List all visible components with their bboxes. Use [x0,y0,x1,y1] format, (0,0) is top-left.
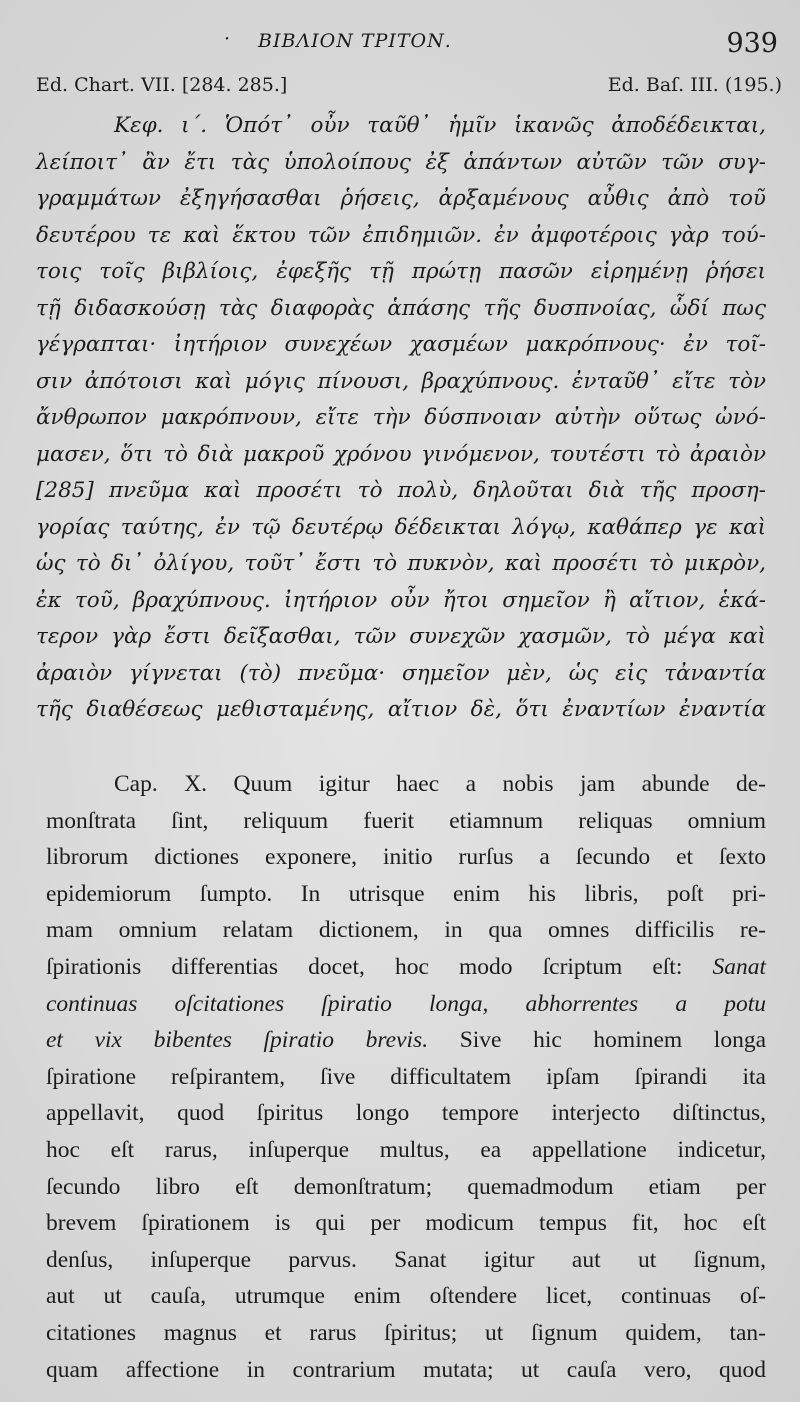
latin-line: citationes magnus et rarus ſpiritus; ut ſignum quidem, tan- [46,1319,766,1346]
latin-line: ſpiratione reſpirantem, ſive difficultatem ipſam ſpirandi ita [46,1063,766,1090]
latin-italic-quote: Sanat [712,953,766,980]
greek-line: ἄνθρωπον μακρόπνουν, εἴτε τὴν δύσπνοιαν αὐτὴν οὕτως ὠνό- [36,405,766,430]
greek-line: γορίας ταύτης, ἐν τῷ δευτέρῳ δέδεικται λόγῳ, καθάπερ γε καὶ [36,514,766,540]
latin-line: monſtrata ſint, reliquum fuerit etiamnum reliquas omnium [46,807,766,834]
greek-line: τῆς διαθέσεως μεθισταμένης, αἴτιον δὲ, ὅτι ἐναντίων ἐναντία [36,697,766,722]
latin-line: aut ut cauſa, utrumque enim oſtendere licet, continuas oſ- [46,1283,766,1310]
latin-line-text: Sive hic hominem longa [459,1027,767,1054]
latin-line: ſecundo libro eſt demonſtratum; quemadmodum etiam per [46,1173,766,1200]
latin-text-block [46,766,766,1388]
greek-line: δευτέρου τε καὶ ἕκτου τῶν ἐπιδημιῶν. ἐν ἀμφοτέροις γὰρ τού- [36,222,766,248]
greek-line: γραμμάτων ἐξηγήσασθαι ῥήσεις, ἀρξαμένους αὖθις ἀπὸ τοῦ [36,186,766,211]
latin-line: Cap. X. Quum igitur haec a nobis jam abunde de- [114,771,766,797]
latin-line: hoc eſt rarus, inſuperque multus, ea appellatione indicetur, [46,1136,766,1163]
greek-line: γέγραπται· ἰητήριον συνεχέων χασμέων μακρόπνους· ἐν τοῖ- [36,332,766,357]
greek-line: λείποιτ᾽ ἂν ἔτι τὰς ὑπολοίπους ἐξ ἁπάντων αὐτῶν τῶν συγ- [36,149,766,175]
latin-line: librorum dictiones exponere, initio rurſus a ſecundo et ſexto [46,844,766,871]
latin-line: denſus, inſuperque parvus. Sanat igitur aut ut ſignum, [46,1246,766,1273]
greek-line: τῇ διδασκούσῃ τὰς διαφορὰς ἁπάσης τῆς δυσπνοίας, ὧδί πως [36,295,766,321]
greek-line: τερον γὰρ ἔστι δεῖξασθαι, τῶν συνεχῶν χασμῶν, τὸ μέγα καὶ [36,624,766,649]
greek-line: σιν ἀπότοισι καὶ μόγις πίνουσι, βραχύπνους. ἐνταῦθ᾽ εἴτε τὸν [36,368,766,394]
title-dot: · [224,28,232,50]
page-number: 939 [726,28,778,59]
latin-line: mam omnium relatam dictionem, in qua omnes difficilis re- [46,917,766,944]
latin-line: epidemiorum ſumpto. In utrisque enim his libris, poſt pri- [46,880,766,907]
latin-line: quam affectione in contrarium mutata; ut cauſa vero, quod [46,1356,766,1383]
running-title-text: ΒΙΒΛΙΟΝ ΤΡΙΤΟΝ. [258,30,452,52]
greek-line: μασεν, ὅτι τὸ διὰ μακροῦ χρόνου γινόμενον, τουτέστι τὸ ἀραιὸν [36,441,766,467]
greek-line: ἐκ τοῦ, βραχύπνους. ἰητήριον οὖν ἤτοι σημεῖον ἢ αἴτιον, ἑκά- [36,587,766,613]
edition-reference-right: Ed. Baſ. III. (195.) [607,74,782,96]
greek-text-block [36,108,766,729]
greek-line: [285] πνεῦμα καὶ προσέτι τὸ πολὺ, δηλοῦται διὰ τῆς προση- [36,478,766,503]
greek-line: ὡς τὸ δι᾽ ὀλίγου, τοῦτ᾽ ἔστι τὸ πυκνὸν, καὶ προσέτι τὸ μικρὸν, [36,551,766,576]
greek-line: τοις τοῖς βιβλίοις, ἐφεξῆς τῇ πρώτῃ πασῶν εἰρημένῃ ῥήσει [36,259,766,284]
latin-line [46,949,766,986]
latin-line-text: ſpirationis differentias docet, hoc modo ſcriptum eſt: [46,953,683,980]
latin-line [46,1022,766,1059]
latin-italic-quote: et vix bibentes ſpiratio brevis. [46,1027,429,1054]
edition-reference-left: Ed. Chart. VII. [284. 285.] [36,74,288,96]
latin-line: appellavit, quod ſpiritus longo tempore interjecto diſtinctus, [46,1100,766,1127]
latin-line: brevem ſpirationem is qui per modicum tempus fit, hoc eſt [46,1210,766,1237]
latin-italic-quote: continuas oſcitationes ſpiratio longa, abhorrentes a potu [46,990,766,1017]
greek-line: ἀραιὸν γίγνεται (τὸ) πνεῦμα· σημεῖον μὲν, ὡς εἰς τἀναντία [36,660,766,686]
running-title [224,28,452,52]
greek-line: Κεφ. ι΄. Ὁπότ᾽ οὖν ταῦθ᾽ ἡμῖν ἱκανῶς ἀποδέδεικται, [114,113,766,138]
